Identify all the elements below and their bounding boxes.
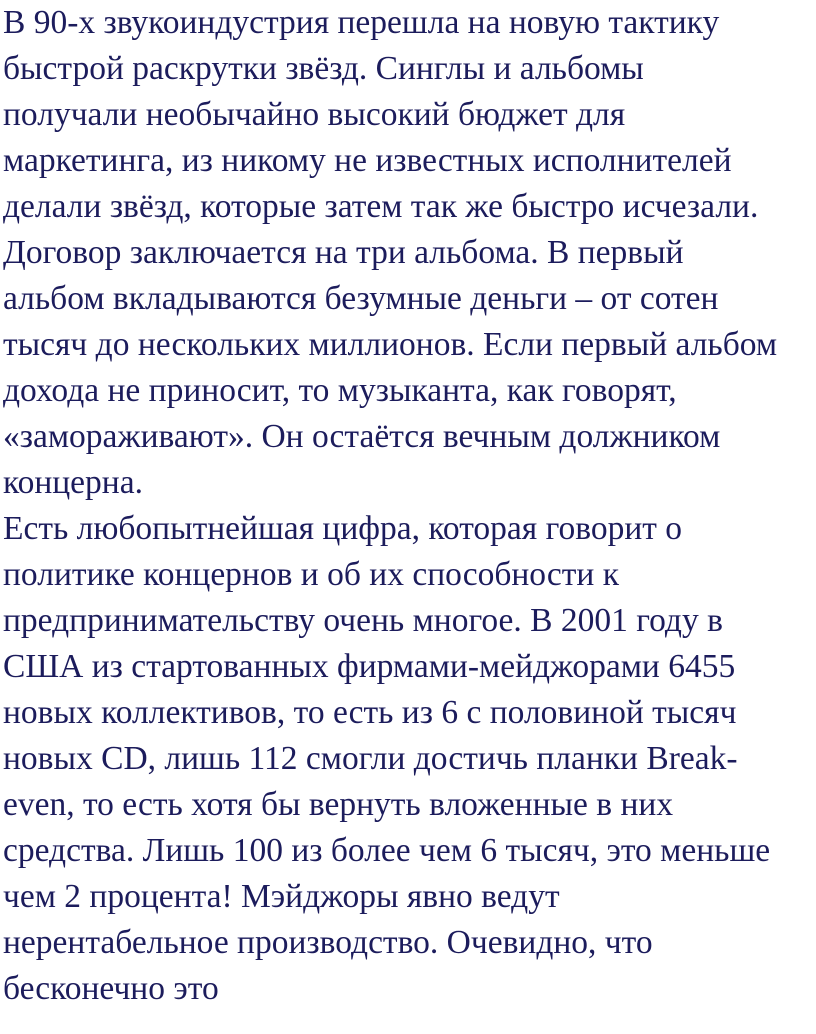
text-line-1: В 90-х звукоиндустрия перешла на новую тактику [3, 4, 720, 41]
text-line-11: концерна. [3, 464, 143, 501]
text-line-18: even, то есть хотя бы вернуть вложенные в них [3, 786, 674, 823]
text-line-7: альбом вкладываются безумные деньги – от сотен [3, 280, 719, 317]
text-line-20: чем 2 процента! Мэйджоры явно ведут [3, 878, 560, 915]
text-line-8: тысяч до нескольких миллионов. Если первый альбом [3, 326, 778, 363]
text-line-9: дохода не приносит, то музыканта, как говорят, [3, 372, 677, 409]
text-line-22: бесконечно это [3, 970, 219, 1007]
text-line-6: Договор заключается на три альбома. В первый [3, 234, 684, 271]
text-line-16: новых коллективов, то есть из 6 с половиной тысяч [3, 694, 737, 731]
text-line-3: получали необычайно высокий бюджет для [3, 96, 626, 133]
text-line-4: маркетинга, из никому не известных исполнителей [3, 142, 732, 179]
text-line-19: средства. Лишь 100 из более чем 6 тысяч, это меньше [3, 832, 771, 869]
text-line-21: нерентабельное производство. Очевидно, что [3, 924, 653, 961]
text-line-15: США из стартованных фирмами-мейджорами 6455 [3, 648, 736, 685]
text-line-12: Есть любопытнейшая цифра, которая говорит о [3, 510, 683, 547]
text-line-2: быстрой раскрутки звёзд. Синглы и альбомы [3, 50, 644, 87]
text-line-13: политике концернов и об их способности к [3, 556, 619, 593]
text-line-5: делали звёзд, которые затем так же быстро исчезали. [3, 188, 759, 225]
text-line-14: предпринимательству очень многое. В 2001 году в [3, 602, 723, 639]
text-line-10: «замораживают». Он остаётся вечным должником [3, 418, 721, 455]
text-line-17: новых CD, лишь 112 смогли достичь планки Break- [3, 740, 738, 777]
